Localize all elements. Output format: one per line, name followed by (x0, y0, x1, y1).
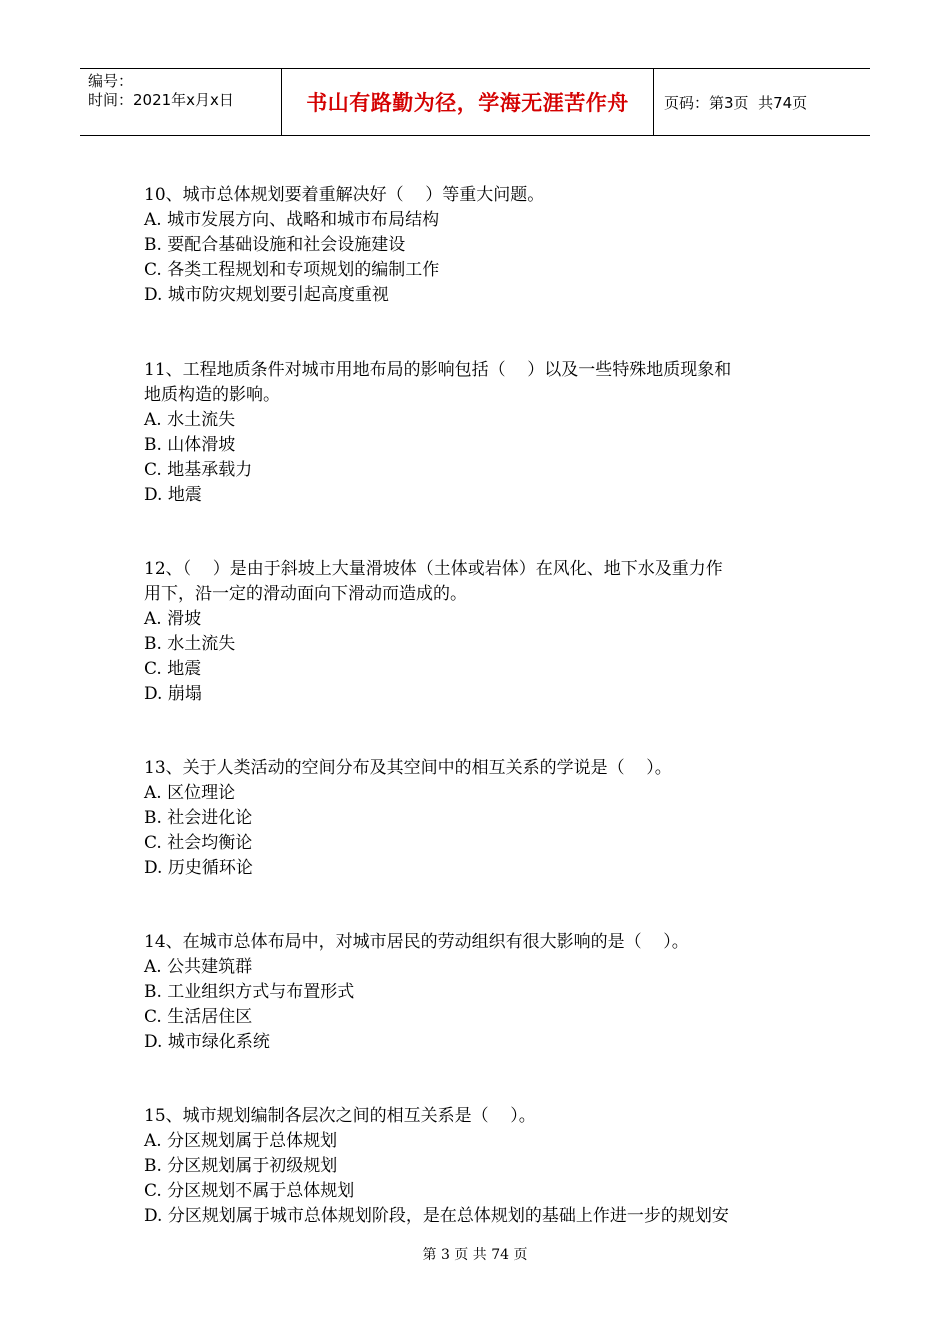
option-b: B. 工业组织方式与布置形式 (144, 982, 355, 1002)
question-stem: 13、关于人类活动的空间分布及其空间中的相互关系的学说是（ ）。 (144, 758, 672, 778)
question-stem: 15、城市规划编制各层次之间的相互关系是（ ）。 (144, 1106, 536, 1126)
option-a: A. 城市发展方向、战略和城市布局结构 (144, 210, 440, 230)
page-info: 页码：第3页 共74页 (664, 93, 808, 112)
question-11 (144, 358, 824, 508)
option-b: B. 社会进化论 (144, 808, 253, 828)
option-c: C. 地基承载力 (144, 460, 253, 480)
page-footer: 第 3 页 共 74 页 (422, 1247, 528, 1263)
question-stem: 10、城市总体规划要着重解决好（ ）等重大问题。 (144, 185, 545, 205)
time-label: 时间：2021年x月x日 (88, 91, 234, 109)
option-d: D. 崩塌 (144, 684, 202, 704)
option-d: D. 城市防灾规划要引起高度重视 (144, 285, 389, 305)
page-header (80, 68, 870, 136)
option-d: D. 分区规划属于城市总体规划阶段，是在总体规划的基础上作进一步的规划安 (144, 1206, 729, 1226)
question-13 (144, 756, 824, 881)
option-c: C. 各类工程规划和专项规划的编制工作 (144, 260, 440, 280)
option-c: C. 社会均衡论 (144, 833, 253, 853)
question-stem-cont: 用下，沿一定的滑动面向下滑动而造成的。 (144, 584, 467, 604)
option-d: D. 地震 (144, 485, 202, 505)
option-c: C. 分区规划不属于总体规划 (144, 1181, 355, 1201)
question-stem: 11、工程地质条件对城市用地布局的影响包括（ ）以及一些特殊地质现象和 (144, 360, 732, 380)
motto-text: 书山有路勤为径，学海无涯苦作舟 (306, 91, 629, 115)
serial-number-label: 编号： (88, 72, 134, 90)
option-c: C. 地震 (144, 659, 202, 679)
option-d: D. 城市绿化系统 (144, 1032, 270, 1052)
question-12 (144, 557, 824, 707)
option-b: B. 水土流失 (144, 634, 236, 654)
question-stem-cont: 地质构造的影响。 (144, 385, 280, 405)
question-stem: 14、在城市总体布局中，对城市居民的劳动组织有很大影响的是（ ）。 (144, 932, 689, 952)
question-stem: 12、（ ）是由于斜坡上大量滑坡体（土体或岩体）在风化、地下水及重力作 (144, 559, 723, 579)
question-10 (144, 183, 824, 308)
header-page-cell (654, 69, 870, 135)
option-b: B. 要配合基础设施和社会设施建设 (144, 235, 406, 255)
option-d: D. 历史循环论 (144, 858, 253, 878)
header-meta-cell (80, 69, 282, 135)
header-motto-cell (282, 69, 654, 135)
option-b: B. 山体滑坡 (144, 435, 236, 455)
option-b: B. 分区规划属于初级规划 (144, 1156, 338, 1176)
option-a: A. 区位理论 (144, 783, 236, 803)
option-a: A. 分区规划属于总体规划 (144, 1131, 338, 1151)
option-a: A. 公共建筑群 (144, 957, 253, 977)
option-a: A. 滑坡 (144, 609, 202, 629)
option-a: A. 水土流失 (144, 410, 236, 430)
question-15 (144, 1104, 824, 1229)
option-c: C. 生活居住区 (144, 1007, 253, 1027)
question-14 (144, 930, 824, 1055)
